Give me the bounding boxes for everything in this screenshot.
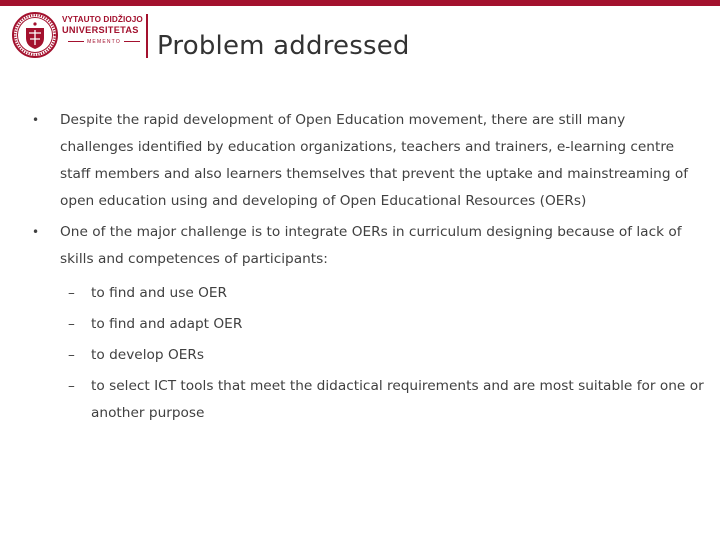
university-seal-icon	[12, 12, 58, 58]
slide-content	[0, 107, 720, 427]
sub-item	[0, 311, 705, 338]
bullet-marker: •	[32, 113, 40, 127]
sub-item	[0, 342, 705, 369]
logo-wordmark	[62, 15, 146, 46]
sub-item-text: to find and use OER	[91, 285, 228, 301]
sub-item-marker: –	[68, 347, 75, 363]
sub-item-text: to develop OERs	[91, 347, 205, 363]
slide-title: Problem addressed	[157, 31, 410, 61]
header-divider	[146, 14, 148, 58]
sub-item	[0, 373, 705, 427]
sub-item	[0, 280, 705, 307]
logo-line-3: MEMENTO	[62, 39, 146, 46]
logo-line-1: VYTAUTO DIDŽIOJO	[62, 15, 143, 24]
bullet-item	[0, 219, 690, 273]
top-accent-bar	[0, 0, 720, 6]
sub-item-marker: –	[68, 378, 75, 394]
logo-line-2: UNIVERSITETAS	[62, 25, 139, 35]
sub-item-marker: –	[68, 316, 75, 332]
bullet-marker: •	[32, 225, 40, 239]
sub-item-text: to find and adapt OER	[91, 316, 243, 332]
bullet-text: One of the major challenge is to integrate OERs in curriculum designing because of lack of skills and competences of participants:	[60, 224, 682, 267]
sub-item-marker: –	[68, 285, 75, 301]
university-logo[interactable]	[12, 12, 142, 60]
bullet-item	[0, 107, 690, 215]
sub-item-text: to select ICT tools that meet the didactical requirements and are most suitable for one or another purpose	[91, 378, 704, 421]
bullet-text: Despite the rapid development of Open Education movement, there are still many challenges identified by education organizations, teachers and trainers, e-learning centre staff members and also learners themselves that prevent the uptake and mainstreaming of open education using and developing of Open Educational Resources (OERs)	[60, 112, 689, 209]
